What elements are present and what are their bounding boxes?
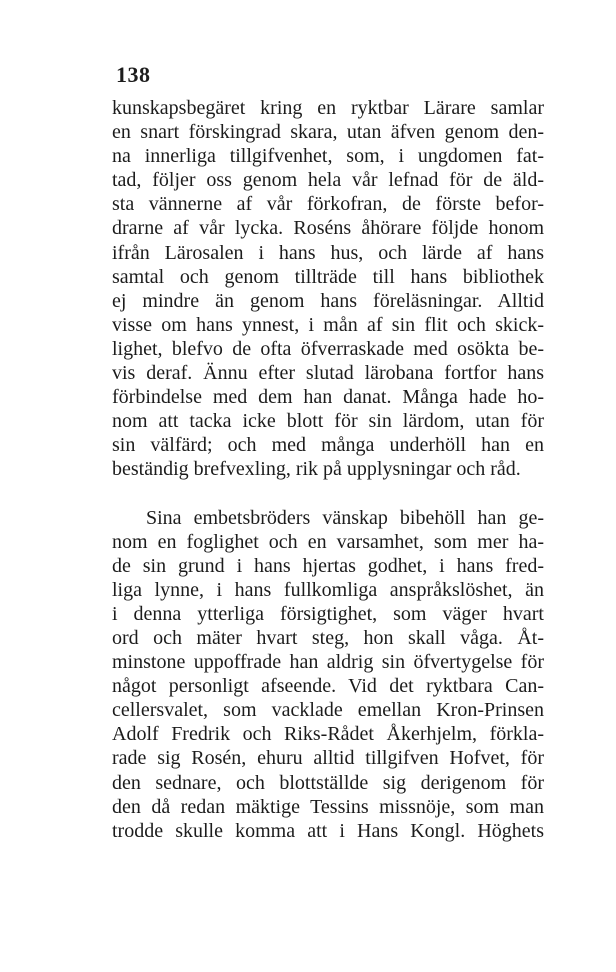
text-line: tad, följer oss genom hela vår lefnad för de äld- [112, 169, 544, 192]
text-line: i denna ytterliga försigtighet, som väger hvart [112, 602, 544, 625]
text-line: en snart förskingrad skara, utan äfven genom den- [112, 121, 544, 144]
text-line: något personligt afseende. Vid det ryktbara Can- [112, 675, 544, 698]
text-line: den då redan mäktige Tessins missnöje, som man [112, 795, 544, 818]
text-line: beständig brefvexling, rik på upplysningar och råd. [112, 458, 521, 481]
text-line: Sina embetsbröders vänskap bibehöll han ge- [146, 506, 544, 529]
text-line: nom en foglighet och en varsamhet, som mer ha- [112, 530, 544, 553]
text-line: sin välfärd; och med många underhöll han en [112, 434, 544, 457]
paragraph-2 [112, 506, 544, 843]
text-line: rade sig Rosén, ehuru alltid tillgifven Hofvet, för [112, 747, 544, 770]
text-line: trodde skulle komma att i Hans Kongl. Höghets [112, 819, 544, 842]
book-page [112, 64, 544, 843]
text-line: ord och mäter hvart steg, hon skall våga. Åt- [112, 626, 544, 649]
text-line: cellersvalet, som vacklade emellan Kron-Prinsen [112, 699, 544, 722]
page-number: 138 [116, 62, 151, 87]
text-line: sta vännerne af vår förkofran, de förste befor- [112, 193, 544, 216]
text-line: ej mindre än genom hans föreläsningar. Alltid [112, 289, 544, 312]
text-line: visse om hans ynnest, i mån af sin flit och skick- [112, 313, 544, 336]
text-line: lighet, blefvo de ofta öfverraskade med osökta be- [112, 337, 544, 360]
text-line: liga lynne, i hans fullkomliga anspråkslöshet, än [112, 578, 544, 601]
text-line: de sin grund i hans hjertas godhet, i hans fred- [112, 554, 544, 577]
text-line: drarne af vår lycka. Roséns åhörare följde honom [112, 217, 544, 240]
text-line: förbindelse med dem han danat. Många hade ho- [112, 386, 544, 409]
text-line: Adolf Fredrik och Riks-Rådet Åkerhjelm, förkla- [112, 723, 544, 746]
text-line: vis deraf. Ännu efter slutad lärobana fortfor hans [112, 362, 544, 385]
text-line: nom att tacka icke blott för sin lärdom, utan för [112, 410, 544, 433]
text-line: ifrån Lärosalen i hans hus, och lärde af hans [112, 241, 544, 264]
text-line: kunskapsbegäret kring en ryktbar Lärare samlar [112, 97, 544, 119]
text-line: samtal och genom tillträde till hans bibliothek [112, 265, 544, 288]
paragraph-1 [112, 96, 544, 482]
text-line: na innerliga tillgifvenhet, som, i ungdomen fat- [112, 145, 544, 168]
paragraph-spacer [112, 482, 544, 506]
text-line: den sednare, och blottställde sig derigenom för [112, 771, 544, 794]
text-line: minstone uppoffrade han aldrig sin öfvertygelse för [112, 651, 544, 674]
